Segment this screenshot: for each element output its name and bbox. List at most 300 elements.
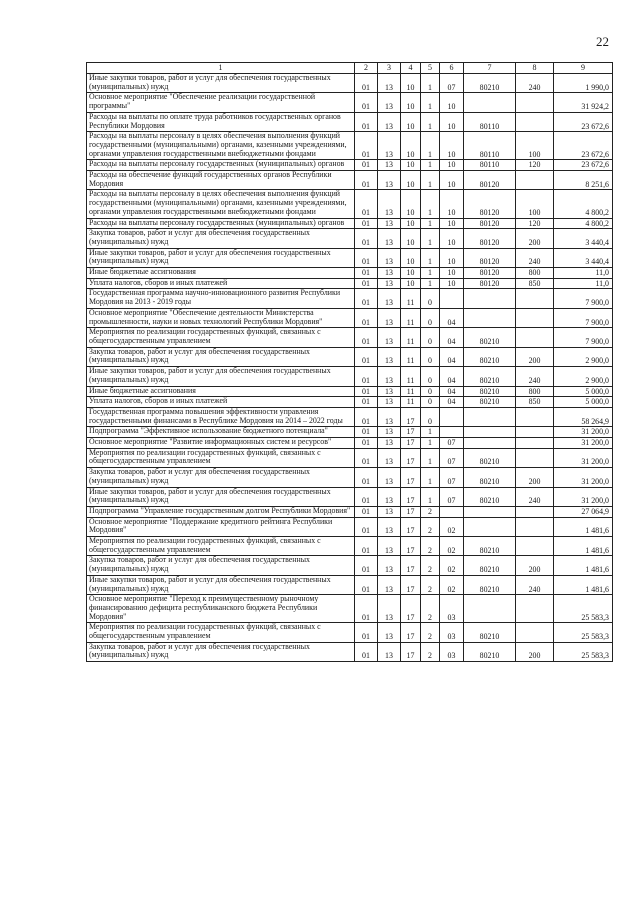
subprogram-cell: 1 bbox=[421, 278, 440, 289]
expense-type-cell: 800 bbox=[516, 386, 554, 397]
section-cell: 01 bbox=[355, 268, 378, 279]
subsection-cell: 13 bbox=[378, 407, 401, 426]
direction-cell bbox=[464, 308, 516, 327]
program-cell: 10 bbox=[401, 218, 421, 229]
program-cell: 17 bbox=[401, 623, 421, 642]
subsection-cell: 13 bbox=[378, 190, 401, 218]
program-cell: 10 bbox=[401, 171, 421, 190]
subsection-cell: 13 bbox=[378, 397, 401, 408]
activity-cell: 07 bbox=[440, 74, 464, 93]
subprogram-cell: 0 bbox=[421, 407, 440, 426]
program-cell: 17 bbox=[401, 556, 421, 575]
activity-cell: 02 bbox=[440, 537, 464, 556]
expense-type-cell bbox=[516, 308, 554, 327]
direction-cell bbox=[464, 289, 516, 308]
activity-cell: 03 bbox=[440, 642, 464, 661]
section-cell: 01 bbox=[355, 427, 378, 438]
table-row bbox=[87, 132, 613, 160]
program-cell: 11 bbox=[401, 386, 421, 397]
table-row bbox=[87, 367, 613, 386]
section-cell: 01 bbox=[355, 487, 378, 506]
activity-cell: 10 bbox=[440, 218, 464, 229]
activity-cell: 10 bbox=[440, 248, 464, 267]
activity-cell: 10 bbox=[440, 278, 464, 289]
column-header: 5 bbox=[421, 63, 440, 74]
table-row bbox=[87, 74, 613, 93]
table-row bbox=[87, 397, 613, 408]
direction-cell: 80120 bbox=[464, 229, 516, 248]
activity-cell: 03 bbox=[440, 595, 464, 623]
direction-cell: 80210 bbox=[464, 642, 516, 661]
activity-cell: 02 bbox=[440, 575, 464, 594]
budget-table bbox=[86, 62, 613, 662]
table-row bbox=[87, 438, 613, 449]
program-cell: 17 bbox=[401, 595, 421, 623]
subprogram-cell: 2 bbox=[421, 556, 440, 575]
column-header: 3 bbox=[378, 63, 401, 74]
direction-cell bbox=[464, 93, 516, 112]
subprogram-cell: 2 bbox=[421, 517, 440, 536]
expense-type-cell: 850 bbox=[516, 278, 554, 289]
activity-cell: 07 bbox=[440, 468, 464, 487]
direction-cell: 80120 bbox=[464, 218, 516, 229]
subprogram-cell: 0 bbox=[421, 289, 440, 308]
direction-cell: 80110 bbox=[464, 112, 516, 131]
direction-cell: 80210 bbox=[464, 487, 516, 506]
section-cell: 01 bbox=[355, 278, 378, 289]
name-cell: Иные бюджетные ассигнования bbox=[87, 386, 355, 397]
direction-cell: 80120 bbox=[464, 190, 516, 218]
activity-cell: 04 bbox=[440, 386, 464, 397]
name-cell: Расходы на выплаты персоналу в целях обеспечения выполнения функций государственными (муниципальными) органами, казенными учреждениями, органами управления государственными внебюджетными фондами bbox=[87, 190, 355, 218]
amount-cell: 23 672,6 bbox=[554, 112, 613, 131]
expense-type-cell bbox=[516, 407, 554, 426]
name-cell: Иные закупки товаров, работ и услуг для обеспечения государственных (муниципальных) нужд bbox=[87, 367, 355, 386]
expense-type-cell: 800 bbox=[516, 268, 554, 279]
program-cell: 11 bbox=[401, 328, 421, 347]
subsection-cell: 13 bbox=[378, 623, 401, 642]
subprogram-cell: 0 bbox=[421, 367, 440, 386]
activity-cell: 07 bbox=[440, 438, 464, 449]
subprogram-cell: 1 bbox=[421, 248, 440, 267]
subsection-cell: 13 bbox=[378, 575, 401, 594]
direction-cell: 80120 bbox=[464, 278, 516, 289]
table-row bbox=[87, 218, 613, 229]
section-cell: 01 bbox=[355, 229, 378, 248]
subsection-cell: 13 bbox=[378, 386, 401, 397]
subprogram-cell: 1 bbox=[421, 229, 440, 248]
activity-cell: 10 bbox=[440, 229, 464, 248]
table-row bbox=[87, 575, 613, 594]
direction-cell: 80210 bbox=[464, 575, 516, 594]
amount-cell: 1 481,6 bbox=[554, 517, 613, 536]
section-cell: 01 bbox=[355, 248, 378, 267]
amount-cell: 1 990,0 bbox=[554, 74, 613, 93]
program-cell: 17 bbox=[401, 537, 421, 556]
table-row bbox=[87, 248, 613, 267]
program-cell: 10 bbox=[401, 190, 421, 218]
direction-cell: 80210 bbox=[464, 328, 516, 347]
program-cell: 10 bbox=[401, 278, 421, 289]
subprogram-cell: 1 bbox=[421, 468, 440, 487]
table-row bbox=[87, 448, 613, 467]
section-cell: 01 bbox=[355, 595, 378, 623]
activity-cell: 04 bbox=[440, 367, 464, 386]
name-cell: Закупка товаров, работ и услуг для обеспечения государственных (муниципальных) нужд bbox=[87, 468, 355, 487]
subsection-cell: 13 bbox=[378, 278, 401, 289]
direction-cell: 80210 bbox=[464, 448, 516, 467]
subsection-cell: 13 bbox=[378, 229, 401, 248]
table-row bbox=[87, 347, 613, 366]
subprogram-cell: 2 bbox=[421, 642, 440, 661]
amount-cell: 11,0 bbox=[554, 268, 613, 279]
table-row bbox=[87, 427, 613, 438]
name-cell: Уплата налогов, сборов и иных платежей bbox=[87, 397, 355, 408]
table-row bbox=[87, 229, 613, 248]
subsection-cell: 13 bbox=[378, 595, 401, 623]
direction-cell: 80210 bbox=[464, 347, 516, 366]
name-cell: Иные бюджетные ассигнования bbox=[87, 268, 355, 279]
expense-type-cell bbox=[516, 427, 554, 438]
subsection-cell: 13 bbox=[378, 93, 401, 112]
section-cell: 01 bbox=[355, 132, 378, 160]
table-row bbox=[87, 642, 613, 661]
program-cell: 10 bbox=[401, 248, 421, 267]
section-cell: 01 bbox=[355, 448, 378, 467]
amount-cell: 11,0 bbox=[554, 278, 613, 289]
amount-cell: 4 800,2 bbox=[554, 218, 613, 229]
name-cell: Мероприятия по реализации государственных функций, связанных с общегосударственным управлением bbox=[87, 328, 355, 347]
table-row bbox=[87, 278, 613, 289]
table-row bbox=[87, 112, 613, 131]
name-cell: Уплата налогов, сборов и иных платежей bbox=[87, 278, 355, 289]
section-cell: 01 bbox=[355, 74, 378, 93]
expense-type-cell: 100 bbox=[516, 190, 554, 218]
direction-cell: 80110 bbox=[464, 132, 516, 160]
name-cell: Иные закупки товаров, работ и услуг для обеспечения государственных (муниципальных) нужд bbox=[87, 487, 355, 506]
name-cell: Закупка товаров, работ и услуг для обеспечения государственных (муниципальных) нужд bbox=[87, 556, 355, 575]
activity-cell: 10 bbox=[440, 268, 464, 279]
activity-cell: 07 bbox=[440, 487, 464, 506]
activity-cell: 04 bbox=[440, 308, 464, 327]
subsection-cell: 13 bbox=[378, 328, 401, 347]
direction-cell: 80210 bbox=[464, 367, 516, 386]
amount-cell: 31 200,0 bbox=[554, 468, 613, 487]
direction-cell bbox=[464, 595, 516, 623]
direction-cell: 80120 bbox=[464, 171, 516, 190]
expense-type-cell: 200 bbox=[516, 347, 554, 366]
subprogram-cell: 2 bbox=[421, 506, 440, 517]
name-cell: Основное мероприятие "Поддержание кредитного рейтинга Республики Мордовия" bbox=[87, 517, 355, 536]
direction-cell: 80210 bbox=[464, 537, 516, 556]
column-header: 4 bbox=[401, 63, 421, 74]
expense-type-cell bbox=[516, 448, 554, 467]
table-row bbox=[87, 623, 613, 642]
name-cell: Расходы на обеспечение функций государственных органов Республики Мордовия bbox=[87, 171, 355, 190]
expense-type-cell bbox=[516, 517, 554, 536]
table-row bbox=[87, 407, 613, 426]
name-cell: Расходы на выплаты персоналу в целях обеспечения выполнения функций государственными (муниципальными) органами, казенными учреждениями, органами управления государственными внебюджетными фондами bbox=[87, 132, 355, 160]
expense-type-cell: 240 bbox=[516, 248, 554, 267]
name-cell: Расходы на выплаты по оплате труда работников государственных органов Республики Мордовия bbox=[87, 112, 355, 131]
table-row bbox=[87, 268, 613, 279]
expense-type-cell: 850 bbox=[516, 397, 554, 408]
section-cell: 01 bbox=[355, 218, 378, 229]
section-cell: 01 bbox=[355, 468, 378, 487]
table-row bbox=[87, 537, 613, 556]
direction-cell: 80210 bbox=[464, 397, 516, 408]
subprogram-cell: 2 bbox=[421, 537, 440, 556]
table-header-row bbox=[87, 63, 613, 74]
activity-cell: 04 bbox=[440, 347, 464, 366]
name-cell: Закупка товаров, работ и услуг для обеспечения государственных (муниципальных) нужд bbox=[87, 347, 355, 366]
table-row bbox=[87, 386, 613, 397]
amount-cell: 7 900,0 bbox=[554, 328, 613, 347]
subprogram-cell: 0 bbox=[421, 397, 440, 408]
section-cell: 01 bbox=[355, 517, 378, 536]
direction-cell bbox=[464, 427, 516, 438]
name-cell: Мероприятия по реализации государственных функций, связанных с общегосударственным управлением bbox=[87, 448, 355, 467]
subprogram-cell: 1 bbox=[421, 112, 440, 131]
expense-type-cell: 240 bbox=[516, 367, 554, 386]
section-cell: 01 bbox=[355, 367, 378, 386]
subsection-cell: 13 bbox=[378, 506, 401, 517]
expense-type-cell: 240 bbox=[516, 74, 554, 93]
direction-cell: 80210 bbox=[464, 468, 516, 487]
subprogram-cell: 1 bbox=[421, 448, 440, 467]
program-cell: 10 bbox=[401, 112, 421, 131]
amount-cell: 25 583,3 bbox=[554, 623, 613, 642]
subprogram-cell: 0 bbox=[421, 347, 440, 366]
subsection-cell: 13 bbox=[378, 289, 401, 308]
table-row bbox=[87, 517, 613, 536]
column-header: 7 bbox=[464, 63, 516, 74]
amount-cell: 1 481,6 bbox=[554, 537, 613, 556]
direction-cell bbox=[464, 407, 516, 426]
subsection-cell: 13 bbox=[378, 218, 401, 229]
section-cell: 01 bbox=[355, 160, 378, 171]
subsection-cell: 13 bbox=[378, 74, 401, 93]
program-cell: 17 bbox=[401, 407, 421, 426]
program-cell: 10 bbox=[401, 132, 421, 160]
direction-cell: 80210 bbox=[464, 74, 516, 93]
expense-type-cell: 100 bbox=[516, 132, 554, 160]
section-cell: 01 bbox=[355, 112, 378, 131]
activity-cell: 10 bbox=[440, 132, 464, 160]
program-cell: 17 bbox=[401, 438, 421, 449]
program-cell: 11 bbox=[401, 347, 421, 366]
name-cell: Иные закупки товаров, работ и услуг для обеспечения государственных (муниципальных) нужд bbox=[87, 248, 355, 267]
subsection-cell: 13 bbox=[378, 132, 401, 160]
subprogram-cell: 1 bbox=[421, 74, 440, 93]
program-cell: 17 bbox=[401, 642, 421, 661]
subsection-cell: 13 bbox=[378, 112, 401, 131]
activity-cell: 10 bbox=[440, 160, 464, 171]
amount-cell: 23 672,6 bbox=[554, 132, 613, 160]
subprogram-cell: 0 bbox=[421, 308, 440, 327]
name-cell: Иные закупки товаров, работ и услуг для обеспечения государственных (муниципальных) нужд bbox=[87, 575, 355, 594]
table-row bbox=[87, 487, 613, 506]
table-row bbox=[87, 468, 613, 487]
amount-cell: 5 000,0 bbox=[554, 397, 613, 408]
activity-cell bbox=[440, 427, 464, 438]
subprogram-cell: 1 bbox=[421, 132, 440, 160]
page-number: 22 bbox=[596, 34, 609, 49]
expense-type-cell bbox=[516, 171, 554, 190]
subsection-cell: 13 bbox=[378, 171, 401, 190]
program-cell: 17 bbox=[401, 468, 421, 487]
amount-cell: 7 900,0 bbox=[554, 289, 613, 308]
program-cell: 17 bbox=[401, 517, 421, 536]
activity-cell bbox=[440, 506, 464, 517]
direction-cell bbox=[464, 438, 516, 449]
section-cell: 01 bbox=[355, 386, 378, 397]
name-cell: Основное мероприятие "Развитие информационных систем и ресурсов" bbox=[87, 438, 355, 449]
subprogram-cell: 1 bbox=[421, 268, 440, 279]
column-header: 8 bbox=[516, 63, 554, 74]
name-cell: Основное мероприятие "Переход к преимущественному рыночному финансированию дефицита республиканского бюджета Республики Мордовия" bbox=[87, 595, 355, 623]
expense-type-cell: 200 bbox=[516, 468, 554, 487]
subprogram-cell: 1 bbox=[421, 93, 440, 112]
amount-cell: 1 481,6 bbox=[554, 575, 613, 594]
section-cell: 01 bbox=[355, 289, 378, 308]
expense-type-cell bbox=[516, 93, 554, 112]
direction-cell: 80210 bbox=[464, 386, 516, 397]
subsection-cell: 13 bbox=[378, 248, 401, 267]
amount-cell: 25 583,3 bbox=[554, 642, 613, 661]
subprogram-cell: 2 bbox=[421, 575, 440, 594]
expense-type-cell: 240 bbox=[516, 575, 554, 594]
section-cell: 01 bbox=[355, 537, 378, 556]
subsection-cell: 13 bbox=[378, 468, 401, 487]
subprogram-cell: 1 bbox=[421, 190, 440, 218]
name-cell: Закупка товаров, работ и услуг для обеспечения государственных (муниципальных) нужд bbox=[87, 642, 355, 661]
section-cell: 01 bbox=[355, 397, 378, 408]
direction-cell: 80120 bbox=[464, 268, 516, 279]
program-cell: 10 bbox=[401, 93, 421, 112]
section-cell: 01 bbox=[355, 575, 378, 594]
section-cell: 01 bbox=[355, 506, 378, 517]
activity-cell: 02 bbox=[440, 517, 464, 536]
table-row bbox=[87, 328, 613, 347]
table-row bbox=[87, 190, 613, 218]
name-cell: Мероприятия по реализации государственных функций, связанных с общегосударственным управлением bbox=[87, 623, 355, 642]
direction-cell: 80110 bbox=[464, 160, 516, 171]
amount-cell: 8 251,6 bbox=[554, 171, 613, 190]
subprogram-cell: 2 bbox=[421, 623, 440, 642]
program-cell: 17 bbox=[401, 448, 421, 467]
section-cell: 01 bbox=[355, 328, 378, 347]
subsection-cell: 13 bbox=[378, 517, 401, 536]
direction-cell: 80120 bbox=[464, 248, 516, 267]
name-cell: Основное мероприятие "Обеспечение реализации государственной программы" bbox=[87, 93, 355, 112]
subsection-cell: 13 bbox=[378, 556, 401, 575]
expense-type-cell: 200 bbox=[516, 556, 554, 575]
program-cell: 11 bbox=[401, 367, 421, 386]
name-cell: Основное мероприятие "Обеспечение деятельности Министерства промышленности, науки и новых технологий Республики Мордовия" bbox=[87, 308, 355, 327]
program-cell: 11 bbox=[401, 397, 421, 408]
amount-cell: 5 000,0 bbox=[554, 386, 613, 397]
expense-type-cell bbox=[516, 438, 554, 449]
expense-type-cell: 120 bbox=[516, 218, 554, 229]
section-cell: 01 bbox=[355, 642, 378, 661]
activity-cell: 02 bbox=[440, 556, 464, 575]
amount-cell: 25 583,3 bbox=[554, 595, 613, 623]
amount-cell: 31 924,2 bbox=[554, 93, 613, 112]
table-row bbox=[87, 556, 613, 575]
program-cell: 17 bbox=[401, 506, 421, 517]
program-cell: 10 bbox=[401, 229, 421, 248]
activity-cell: 07 bbox=[440, 448, 464, 467]
expense-type-cell bbox=[516, 289, 554, 308]
name-cell: Закупка товаров, работ и услуг для обеспечения государственных (муниципальных) нужд bbox=[87, 229, 355, 248]
section-cell: 01 bbox=[355, 407, 378, 426]
subsection-cell: 13 bbox=[378, 448, 401, 467]
program-cell: 10 bbox=[401, 74, 421, 93]
amount-cell: 7 900,0 bbox=[554, 308, 613, 327]
section-cell: 01 bbox=[355, 438, 378, 449]
amount-cell: 3 440,4 bbox=[554, 229, 613, 248]
section-cell: 01 bbox=[355, 623, 378, 642]
expense-type-cell bbox=[516, 595, 554, 623]
table-row bbox=[87, 171, 613, 190]
expense-type-cell bbox=[516, 537, 554, 556]
subsection-cell: 13 bbox=[378, 642, 401, 661]
section-cell: 01 bbox=[355, 93, 378, 112]
section-cell: 01 bbox=[355, 556, 378, 575]
expense-type-cell: 120 bbox=[516, 160, 554, 171]
column-header: 2 bbox=[355, 63, 378, 74]
subprogram-cell: 1 bbox=[421, 171, 440, 190]
activity-cell: 10 bbox=[440, 190, 464, 218]
section-cell: 01 bbox=[355, 190, 378, 218]
subprogram-cell: 1 bbox=[421, 427, 440, 438]
activity-cell: 10 bbox=[440, 112, 464, 131]
activity-cell bbox=[440, 289, 464, 308]
activity-cell: 04 bbox=[440, 328, 464, 347]
program-cell: 11 bbox=[401, 308, 421, 327]
subsection-cell: 13 bbox=[378, 537, 401, 556]
table-row bbox=[87, 595, 613, 623]
program-cell: 10 bbox=[401, 160, 421, 171]
expense-type-cell bbox=[516, 112, 554, 131]
column-header: 1 bbox=[87, 63, 355, 74]
subsection-cell: 13 bbox=[378, 427, 401, 438]
table-row bbox=[87, 308, 613, 327]
activity-cell: 10 bbox=[440, 93, 464, 112]
table-row bbox=[87, 160, 613, 171]
program-cell: 11 bbox=[401, 289, 421, 308]
subprogram-cell: 0 bbox=[421, 328, 440, 347]
subprogram-cell: 0 bbox=[421, 386, 440, 397]
direction-cell: 80210 bbox=[464, 556, 516, 575]
activity-cell bbox=[440, 407, 464, 426]
amount-cell: 31 200,0 bbox=[554, 438, 613, 449]
activity-cell: 04 bbox=[440, 397, 464, 408]
column-header: 9 bbox=[554, 63, 613, 74]
name-cell: Государственная программа научно-инновационного развития Республики Мордовия на 2013 - 2019 годы bbox=[87, 289, 355, 308]
expense-type-cell bbox=[516, 623, 554, 642]
subsection-cell: 13 bbox=[378, 160, 401, 171]
amount-cell: 2 900,0 bbox=[554, 347, 613, 366]
expense-type-cell: 240 bbox=[516, 487, 554, 506]
subprogram-cell: 1 bbox=[421, 218, 440, 229]
program-cell: 17 bbox=[401, 487, 421, 506]
table-row bbox=[87, 289, 613, 308]
name-cell: Расходы на выплаты персоналу государственных (муниципальных) органов bbox=[87, 218, 355, 229]
expense-type-cell bbox=[516, 506, 554, 517]
table-row bbox=[87, 93, 613, 112]
